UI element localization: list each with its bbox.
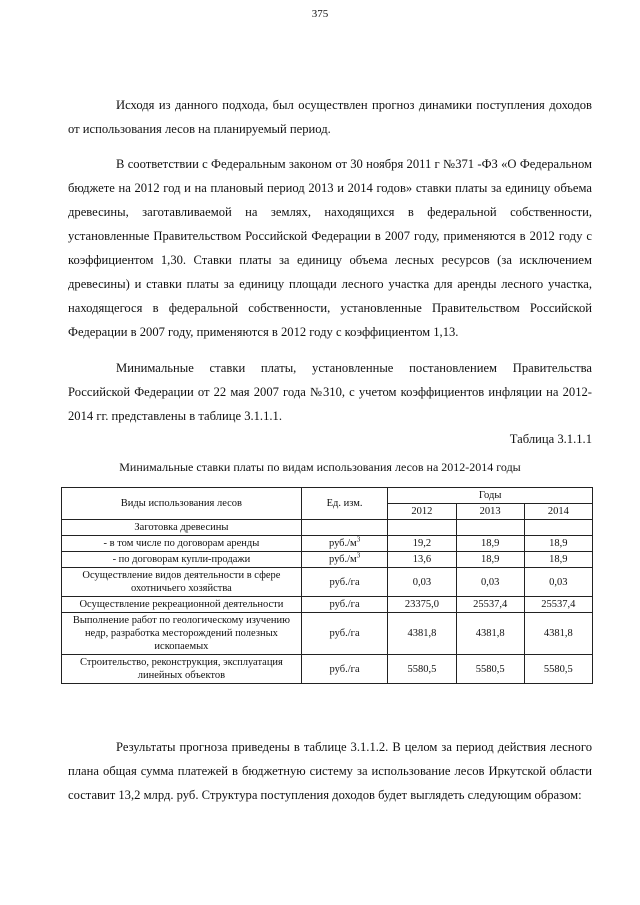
row-unit: $руб./м^3$ xyxy=(301,536,387,552)
row-unit: руб./га xyxy=(301,655,387,684)
header-year-2013: 2013 xyxy=(456,504,524,520)
row-value-2013: 5580,5 xyxy=(456,655,524,684)
row-value-2013: 18,9 xyxy=(456,552,524,568)
row-type: - в том числе по договорам аренды xyxy=(62,536,302,552)
table-row xyxy=(62,552,593,568)
row-value-2012: 0,03 xyxy=(388,568,456,597)
table-header-row xyxy=(62,488,593,504)
row-value-2012: 19,2 xyxy=(388,536,456,552)
table-row xyxy=(62,613,593,655)
row-value-2014: 0,03 xyxy=(524,568,592,597)
row-unit: руб./га xyxy=(301,613,387,655)
unit-superscript: 3 xyxy=(356,551,361,560)
row-value-2013: 0,03 xyxy=(456,568,524,597)
table-section-row xyxy=(62,520,593,536)
row-unit: руб./га xyxy=(301,597,387,613)
unit-superscript: 3 xyxy=(356,535,361,544)
header-unit: Ед. изм. xyxy=(301,488,387,520)
row-value-2014: 18,9 xyxy=(524,536,592,552)
row-value-2014: 18,9 xyxy=(524,552,592,568)
table-row xyxy=(62,655,593,684)
row-type: Строительство, реконструкция, эксплуатация линейных объектов xyxy=(62,655,302,684)
header-years-group: Годы xyxy=(388,488,593,504)
header-year-2014: 2014 xyxy=(524,504,592,520)
paragraph-results: Результаты прогноза приведены в таблице 3.1.1.2. В целом за период действия лесного плана общая сумма платежей в бюджетную систему за использование лесов Иркутской области составит 13,2 млрд. руб. Структура поступления доходов будет выглядеть следующим образом: xyxy=(68,740,592,802)
page-number: 375 xyxy=(311,8,329,20)
row-value-2013: 4381,8 xyxy=(456,613,524,655)
paragraph-forecast-intro: Исходя из данного подхода, был осуществлен прогноз динамики поступления доходов от использования лесов на планируемый период. xyxy=(68,98,592,136)
row-type: - по договорам купли-продажи xyxy=(62,552,302,568)
row-value-2012: 13,6 xyxy=(388,552,456,568)
row-value-2013: 18,9 xyxy=(456,536,524,552)
table-row xyxy=(62,568,593,597)
row-unit: руб./га xyxy=(301,568,387,597)
table-row xyxy=(62,597,593,613)
rates-table xyxy=(61,487,593,684)
row-type: Осуществление рекреационной деятельности xyxy=(62,597,302,613)
paragraph-minimal-rates: Минимальные ставки платы, установленные постановлением Правительства Российской Федерации от 22 мая 2007 года №310, с учетом коэффициентов инфляции на 2012-2014 гг. представлены в таблице 3.1.1.1. xyxy=(68,361,592,423)
header-type: Виды использования лесов xyxy=(62,488,302,520)
row-type: Осуществление видов деятельности в сфере охотничьего хозяйства xyxy=(62,568,302,597)
row-value-2012: 4381,8 xyxy=(388,613,456,655)
row-value-2014: 5580,5 xyxy=(524,655,592,684)
table-row xyxy=(62,536,593,552)
row-value-2014: 4381,8 xyxy=(524,613,592,655)
table-caption: Минимальные ставки платы по видам использования лесов на 2012-2014 годы xyxy=(119,460,521,474)
row-value-2012: 23375,0 xyxy=(388,597,456,613)
row-value-2012: 5580,5 xyxy=(388,655,456,684)
paragraph-federal-law: В соответствии с Федеральным законом от 30 ноября 2011 г №371 -ФЗ «О Федеральном бюджете на 2012 год и на плановый период 2013 и 2014 годов» ставки платы за единицу объема древесины, заготавливаемой на землях, находящихся в федеральной собственности, установленные Правительством Российской Федерации в 2007 году, применяются в 2012 году с коэффициентом 1,30. Ставки платы за единицу объема лесных ресурсов (за исключением древесины) и ставки платы за единицу площади лесного участка для аренды лесного участка, находящегося в федеральной собственности, установленные Правительством Российской Федерации в 2007 году, применяются в 2012 году с коэффициентом 1,13. xyxy=(68,157,592,339)
section-title: Заготовка древесины xyxy=(62,520,302,536)
row-type: Выполнение работ по геологическому изучению недр, разработка месторождений полезных ископаемых xyxy=(62,613,302,655)
header-year-2012: 2012 xyxy=(388,504,456,520)
row-value-2014: 25537,4 xyxy=(524,597,592,613)
row-value-2013: 25537,4 xyxy=(456,597,524,613)
table-number: Таблица 3.1.1.1 xyxy=(509,432,592,446)
row-unit: $руб./м^3$ xyxy=(301,552,387,568)
